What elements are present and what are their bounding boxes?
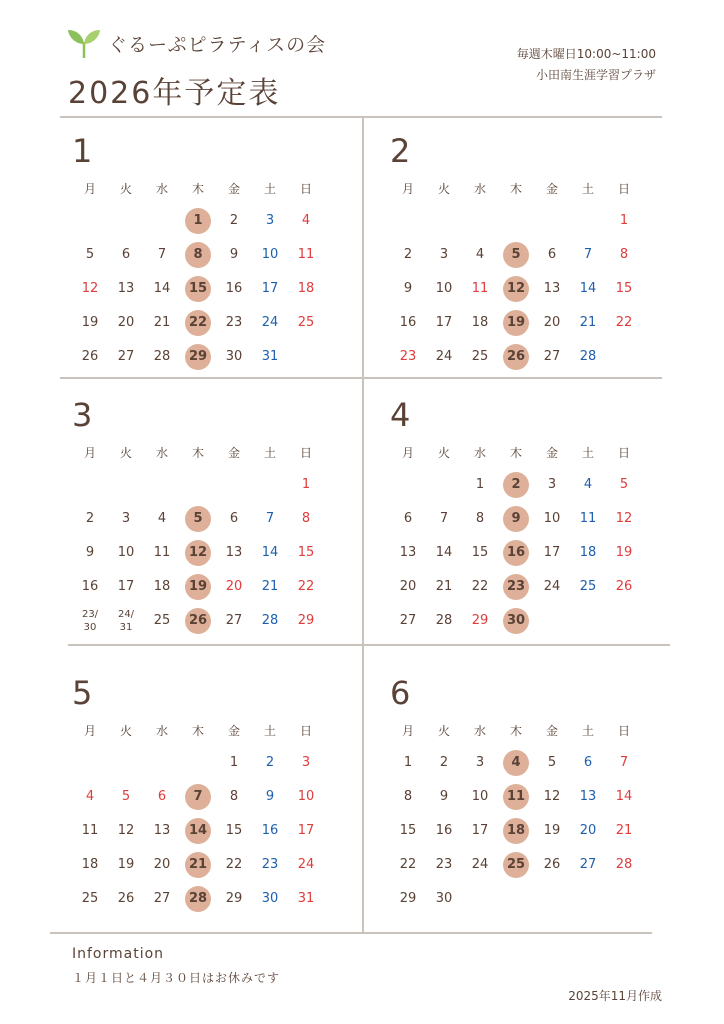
weekday-label: 月 bbox=[83, 724, 96, 738]
class-day-marker: 4 bbox=[503, 750, 529, 776]
day-cell bbox=[180, 274, 216, 304]
weekday-label: 月 bbox=[401, 724, 414, 738]
weekday-label: 木 bbox=[191, 182, 204, 196]
day-cell: 29 bbox=[471, 613, 489, 628]
divider-vertical bbox=[362, 116, 364, 932]
day-cell: 21 bbox=[261, 579, 279, 594]
day-cell: 17 bbox=[435, 315, 453, 330]
leaf-icon bbox=[66, 28, 102, 60]
day-cell: 27 bbox=[153, 891, 171, 906]
day-cell: 10 bbox=[471, 789, 489, 804]
day-cell: 8 bbox=[229, 789, 239, 804]
class-day-marker: 12 bbox=[503, 276, 529, 302]
class-day-marker: 15 bbox=[185, 276, 211, 302]
day-cell bbox=[180, 606, 216, 636]
class-day-marker: 14 bbox=[185, 818, 211, 844]
day-cell: 6 bbox=[157, 789, 167, 804]
weekday-label: 木 bbox=[191, 446, 204, 460]
day-cell: 17 bbox=[117, 579, 135, 594]
weekday-label: 水 bbox=[155, 182, 168, 196]
weekday-label: 土 bbox=[581, 724, 594, 738]
day-cell: 2 bbox=[229, 213, 239, 228]
day-cell: 9 bbox=[85, 545, 95, 560]
weekday-label: 金 bbox=[227, 446, 240, 460]
weekday-label: 日 bbox=[299, 724, 312, 738]
day-cell: 29 bbox=[297, 613, 315, 628]
month-1 bbox=[72, 132, 332, 382]
day-cell: 8 bbox=[475, 511, 485, 526]
weekday-label: 日 bbox=[617, 446, 630, 460]
day-cell: 6 bbox=[403, 511, 413, 526]
day-cell: 6 bbox=[121, 247, 131, 262]
day-cell: 30 bbox=[225, 349, 243, 364]
information-title: Information bbox=[72, 946, 165, 962]
month-5 bbox=[72, 674, 332, 924]
day-cell: 3 bbox=[475, 755, 485, 770]
day-cell: 19 bbox=[543, 823, 561, 838]
day-cell: 8 bbox=[403, 789, 413, 804]
page-title: 2026年予定表 bbox=[68, 76, 281, 111]
day-cell bbox=[498, 850, 534, 880]
class-day-marker: 19 bbox=[503, 310, 529, 336]
day-cell: 7 bbox=[265, 511, 275, 526]
day-cell: 28 bbox=[153, 349, 171, 364]
day-cell: 3 bbox=[121, 511, 131, 526]
class-day-marker: 5 bbox=[185, 506, 211, 532]
month-number: 5 bbox=[72, 674, 93, 712]
weekday-header bbox=[390, 722, 642, 740]
class-day-marker: 29 bbox=[185, 344, 211, 370]
weekday-label: 月 bbox=[83, 446, 96, 460]
class-day-marker: 9 bbox=[503, 506, 529, 532]
day-cell: 20 bbox=[117, 315, 135, 330]
day-cell bbox=[180, 884, 216, 914]
day-cell: 18 bbox=[579, 545, 597, 560]
day-cell: 8 bbox=[619, 247, 629, 262]
day-cell: 4 bbox=[583, 477, 593, 492]
month-number: 3 bbox=[72, 396, 93, 434]
day-cell: 14 bbox=[615, 789, 633, 804]
class-day-marker: 12 bbox=[185, 540, 211, 566]
day-cell: 20 bbox=[399, 579, 417, 594]
class-day-marker: 21 bbox=[185, 852, 211, 878]
day-cell: 1 bbox=[403, 755, 413, 770]
day-cell: 27 bbox=[117, 349, 135, 364]
day-cell: 6 bbox=[229, 511, 239, 526]
class-day-marker: 23 bbox=[503, 574, 529, 600]
schedule-time: 毎週木曜日10:00~11:00 bbox=[516, 47, 656, 61]
day-cell: 1 bbox=[301, 477, 311, 492]
day-cell: 2 bbox=[265, 755, 275, 770]
day-cell: 8 bbox=[301, 511, 311, 526]
day-cell: 24 bbox=[297, 857, 315, 872]
day-cell: 10 bbox=[297, 789, 315, 804]
day-cell bbox=[180, 308, 216, 338]
day-cell: 7 bbox=[157, 247, 167, 262]
day-cell: 21 bbox=[435, 579, 453, 594]
day-cell bbox=[498, 538, 534, 568]
class-day-marker: 25 bbox=[503, 852, 529, 878]
day-cell: 4 bbox=[475, 247, 485, 262]
day-cell: 19 bbox=[117, 857, 135, 872]
class-day-marker: 7 bbox=[185, 784, 211, 810]
weekday-label: 火 bbox=[437, 724, 450, 738]
day-cell: 23/ 30 bbox=[81, 609, 99, 633]
class-day-marker: 5 bbox=[503, 242, 529, 268]
day-cell: 17 bbox=[261, 281, 279, 296]
weekday-label: 木 bbox=[509, 182, 522, 196]
month-4 bbox=[390, 396, 650, 646]
day-cell: 25 bbox=[81, 891, 99, 906]
day-cell: 6 bbox=[583, 755, 593, 770]
day-cell: 5 bbox=[619, 477, 629, 492]
day-cell: 31 bbox=[261, 349, 279, 364]
day-cell: 16 bbox=[225, 281, 243, 296]
day-cell: 18 bbox=[153, 579, 171, 594]
day-cell: 19 bbox=[615, 545, 633, 560]
day-cell: 19 bbox=[81, 315, 99, 330]
day-cell: 14 bbox=[153, 281, 171, 296]
day-cell bbox=[498, 240, 534, 270]
weekday-label: 土 bbox=[581, 446, 594, 460]
weekday-label: 月 bbox=[401, 182, 414, 196]
weekday-label: 火 bbox=[119, 446, 132, 460]
day-cell: 18 bbox=[471, 315, 489, 330]
day-cell: 27 bbox=[579, 857, 597, 872]
weekday-label: 木 bbox=[191, 724, 204, 738]
divider-bottom bbox=[50, 932, 652, 934]
class-day-marker: 18 bbox=[503, 818, 529, 844]
day-cell bbox=[498, 308, 534, 338]
day-cell: 16 bbox=[81, 579, 99, 594]
day-cell: 25 bbox=[579, 579, 597, 594]
day-cell: 12 bbox=[117, 823, 135, 838]
day-cell: 5 bbox=[85, 247, 95, 262]
day-cell: 12 bbox=[615, 511, 633, 526]
day-cell: 28 bbox=[261, 613, 279, 628]
day-cell: 24 bbox=[471, 857, 489, 872]
day-cell: 2 bbox=[85, 511, 95, 526]
day-cell: 14 bbox=[261, 545, 279, 560]
day-cell bbox=[498, 342, 534, 372]
day-cell: 9 bbox=[229, 247, 239, 262]
class-day-marker: 2 bbox=[503, 472, 529, 498]
day-cell: 30 bbox=[261, 891, 279, 906]
day-cell: 13 bbox=[579, 789, 597, 804]
day-cell: 20 bbox=[225, 579, 243, 594]
day-cell: 3 bbox=[301, 755, 311, 770]
day-cell: 23 bbox=[225, 315, 243, 330]
weekday-header bbox=[390, 180, 642, 198]
day-cell: 13 bbox=[543, 281, 561, 296]
weekday-label: 火 bbox=[119, 724, 132, 738]
weekday-label: 水 bbox=[155, 724, 168, 738]
day-cell: 13 bbox=[399, 545, 417, 560]
month-number: 2 bbox=[390, 132, 411, 170]
day-cell: 24 bbox=[543, 579, 561, 594]
day-cell: 23 bbox=[435, 857, 453, 872]
weekday-label: 水 bbox=[473, 724, 486, 738]
day-cell: 20 bbox=[153, 857, 171, 872]
day-cell: 6 bbox=[547, 247, 557, 262]
day-cell: 10 bbox=[543, 511, 561, 526]
class-day-marker: 26 bbox=[185, 608, 211, 634]
day-cell: 9 bbox=[403, 281, 413, 296]
divider-top bbox=[60, 116, 662, 118]
day-cell: 20 bbox=[579, 823, 597, 838]
day-cell: 24/ 31 bbox=[117, 609, 135, 633]
day-cell: 12 bbox=[81, 281, 99, 296]
day-cell: 3 bbox=[265, 213, 275, 228]
day-cell: 26 bbox=[117, 891, 135, 906]
day-cell: 11 bbox=[471, 281, 489, 296]
weekday-label: 土 bbox=[263, 724, 276, 738]
day-cell: 29 bbox=[225, 891, 243, 906]
day-cell: 28 bbox=[579, 349, 597, 364]
day-cell: 1 bbox=[229, 755, 239, 770]
day-cell: 29 bbox=[399, 891, 417, 906]
day-cell bbox=[498, 470, 534, 500]
month-6 bbox=[390, 674, 650, 924]
class-day-marker: 19 bbox=[185, 574, 211, 600]
day-cell: 25 bbox=[153, 613, 171, 628]
day-cell: 2 bbox=[403, 247, 413, 262]
day-cell: 16 bbox=[261, 823, 279, 838]
day-cell: 22 bbox=[225, 857, 243, 872]
weekday-label: 金 bbox=[545, 182, 558, 196]
day-cell: 28 bbox=[435, 613, 453, 628]
day-cell: 13 bbox=[153, 823, 171, 838]
day-cell: 15 bbox=[471, 545, 489, 560]
created-date: 2025年11月作成 bbox=[568, 989, 662, 1003]
weekday-header bbox=[72, 722, 324, 740]
day-cell: 7 bbox=[439, 511, 449, 526]
day-cell bbox=[498, 504, 534, 534]
weekday-label: 土 bbox=[263, 182, 276, 196]
day-cell: 17 bbox=[543, 545, 561, 560]
day-cell: 22 bbox=[615, 315, 633, 330]
month-2 bbox=[390, 132, 650, 382]
day-cell: 23 bbox=[261, 857, 279, 872]
class-day-marker: 26 bbox=[503, 344, 529, 370]
day-cell: 10 bbox=[435, 281, 453, 296]
day-cell bbox=[180, 850, 216, 880]
day-cell: 4 bbox=[301, 213, 311, 228]
weekday-label: 月 bbox=[83, 182, 96, 196]
day-cell: 22 bbox=[297, 579, 315, 594]
weekday-label: 火 bbox=[119, 182, 132, 196]
weekday-label: 火 bbox=[437, 182, 450, 196]
class-day-marker: 1 bbox=[185, 208, 211, 234]
day-cell: 22 bbox=[471, 579, 489, 594]
day-cell: 12 bbox=[543, 789, 561, 804]
day-cell: 30 bbox=[435, 891, 453, 906]
day-cell: 21 bbox=[153, 315, 171, 330]
weekday-label: 日 bbox=[617, 724, 630, 738]
day-cell bbox=[498, 274, 534, 304]
weekday-header bbox=[72, 444, 324, 462]
day-cell: 1 bbox=[619, 213, 629, 228]
day-cell bbox=[180, 206, 216, 236]
day-cell: 14 bbox=[579, 281, 597, 296]
day-cell bbox=[180, 782, 216, 812]
day-cell: 9 bbox=[265, 789, 275, 804]
day-cell bbox=[498, 748, 534, 778]
weekday-label: 土 bbox=[581, 182, 594, 196]
weekday-label: 日 bbox=[617, 182, 630, 196]
day-cell: 11 bbox=[81, 823, 99, 838]
day-cell: 2 bbox=[439, 755, 449, 770]
schedule-place: 小田南生涯学習プラザ bbox=[535, 68, 656, 82]
class-day-marker: 16 bbox=[503, 540, 529, 566]
day-cell: 3 bbox=[547, 477, 557, 492]
day-cell bbox=[498, 816, 534, 846]
day-cell: 15 bbox=[225, 823, 243, 838]
day-cell: 26 bbox=[81, 349, 99, 364]
day-cell: 28 bbox=[615, 857, 633, 872]
circle-name: ぐるーぷピラティスの会 bbox=[108, 34, 327, 56]
day-cell: 27 bbox=[225, 613, 243, 628]
day-cell: 5 bbox=[121, 789, 131, 804]
month-number: 1 bbox=[72, 132, 93, 170]
class-day-marker: 22 bbox=[185, 310, 211, 336]
day-cell: 21 bbox=[579, 315, 597, 330]
day-cell: 27 bbox=[399, 613, 417, 628]
weekday-label: 金 bbox=[227, 182, 240, 196]
weekday-header bbox=[72, 180, 324, 198]
day-cell bbox=[180, 342, 216, 372]
day-cell: 10 bbox=[117, 545, 135, 560]
day-cell: 15 bbox=[399, 823, 417, 838]
day-cell: 24 bbox=[435, 349, 453, 364]
weekday-label: 土 bbox=[263, 446, 276, 460]
weekday-label: 金 bbox=[545, 446, 558, 460]
weekday-label: 火 bbox=[437, 446, 450, 460]
day-cell: 26 bbox=[615, 579, 633, 594]
day-cell: 17 bbox=[471, 823, 489, 838]
day-cell: 18 bbox=[81, 857, 99, 872]
day-cell: 7 bbox=[583, 247, 593, 262]
class-day-marker: 30 bbox=[503, 608, 529, 634]
day-cell: 24 bbox=[261, 315, 279, 330]
day-cell bbox=[498, 572, 534, 602]
day-cell: 11 bbox=[153, 545, 171, 560]
day-cell bbox=[498, 782, 534, 812]
weekday-label: 水 bbox=[473, 182, 486, 196]
day-cell: 23 bbox=[399, 349, 417, 364]
weekday-header bbox=[390, 444, 642, 462]
class-day-marker: 8 bbox=[185, 242, 211, 268]
day-cell: 1 bbox=[475, 477, 485, 492]
day-cell: 22 bbox=[399, 857, 417, 872]
day-cell: 10 bbox=[261, 247, 279, 262]
day-cell: 13 bbox=[225, 545, 243, 560]
day-cell: 4 bbox=[85, 789, 95, 804]
weekday-label: 水 bbox=[155, 446, 168, 460]
month-number: 6 bbox=[390, 674, 411, 712]
day-cell: 15 bbox=[297, 545, 315, 560]
day-cell: 3 bbox=[439, 247, 449, 262]
schedule-info bbox=[517, 44, 656, 86]
class-day-marker: 28 bbox=[185, 886, 211, 912]
day-cell: 26 bbox=[543, 857, 561, 872]
weekday-label: 水 bbox=[473, 446, 486, 460]
day-cell: 11 bbox=[579, 511, 597, 526]
day-cell: 25 bbox=[297, 315, 315, 330]
day-cell bbox=[180, 572, 216, 602]
day-cell: 21 bbox=[615, 823, 633, 838]
day-cell: 14 bbox=[435, 545, 453, 560]
day-cell: 9 bbox=[439, 789, 449, 804]
day-cell: 25 bbox=[471, 349, 489, 364]
day-cell bbox=[180, 240, 216, 270]
day-cell: 11 bbox=[297, 247, 315, 262]
weekday-label: 日 bbox=[299, 446, 312, 460]
day-cell: 5 bbox=[547, 755, 557, 770]
day-cell: 27 bbox=[543, 349, 561, 364]
information-text: １月１日と４月３０日はお休みです bbox=[72, 971, 281, 985]
weekday-label: 日 bbox=[299, 182, 312, 196]
day-cell bbox=[180, 816, 216, 846]
weekday-label: 木 bbox=[509, 724, 522, 738]
day-cell: 7 bbox=[619, 755, 629, 770]
weekday-label: 金 bbox=[545, 724, 558, 738]
day-cell: 20 bbox=[543, 315, 561, 330]
day-cell: 18 bbox=[297, 281, 315, 296]
weekday-label: 木 bbox=[509, 446, 522, 460]
day-cell: 13 bbox=[117, 281, 135, 296]
day-cell bbox=[498, 606, 534, 636]
day-cell: 31 bbox=[297, 891, 315, 906]
day-cell: 4 bbox=[157, 511, 167, 526]
weekday-label: 金 bbox=[227, 724, 240, 738]
day-cell: 16 bbox=[435, 823, 453, 838]
class-day-marker: 11 bbox=[503, 784, 529, 810]
day-cell bbox=[180, 538, 216, 568]
month-3 bbox=[72, 396, 332, 646]
day-cell bbox=[180, 504, 216, 534]
day-cell: 15 bbox=[615, 281, 633, 296]
month-number: 4 bbox=[390, 396, 411, 434]
day-cell: 17 bbox=[297, 823, 315, 838]
day-cell: 16 bbox=[399, 315, 417, 330]
weekday-label: 月 bbox=[401, 446, 414, 460]
